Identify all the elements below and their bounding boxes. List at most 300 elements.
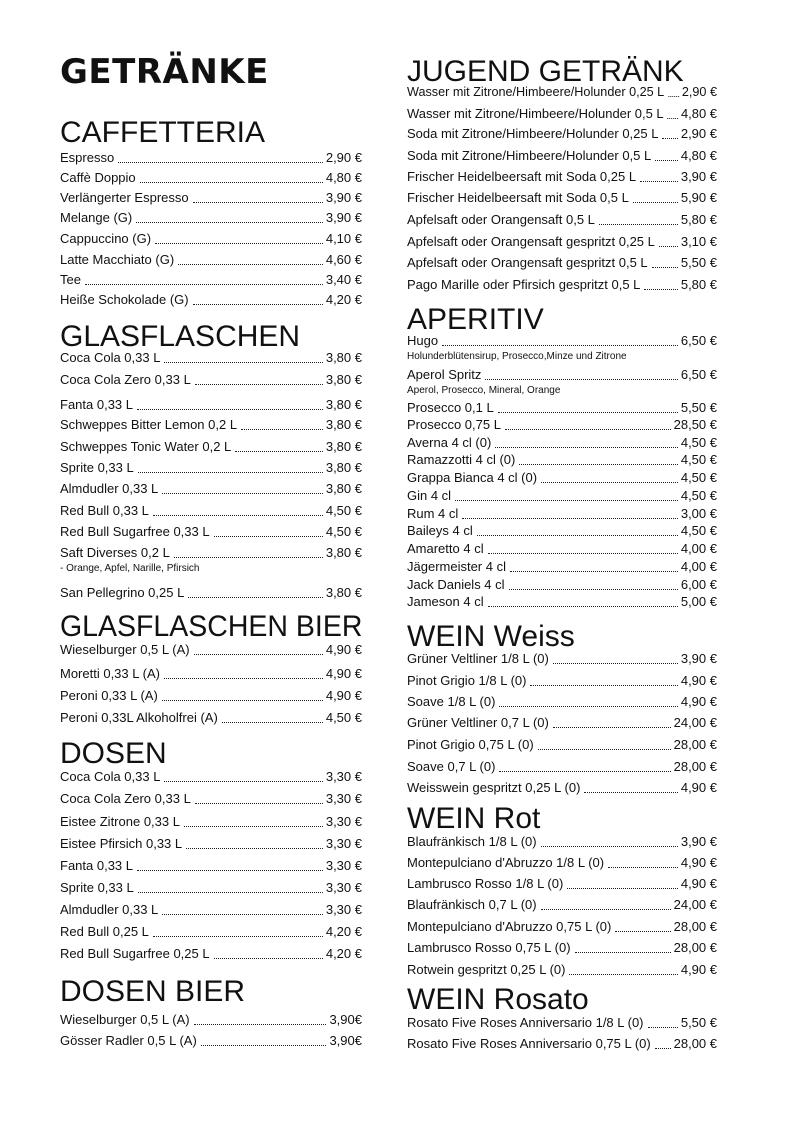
item-price: 3,30 € (325, 880, 362, 895)
menu-item (60, 878, 362, 898)
item-description: - Orange, Apfel, Narille, Pfirsich (60, 563, 200, 574)
item-name: Soda mit Zitrone/Himbeere/Holunder 0,5 L (407, 148, 652, 163)
item-name: Red Bull Sugarfree 0,33 L (60, 524, 210, 539)
item-price: 5,80 € (680, 212, 717, 227)
item-price: 4,90 € (325, 642, 362, 657)
item-price: 3,30 € (325, 902, 362, 917)
item-name: Grappa Bianca 4 cl (0) (407, 470, 538, 485)
menu-item (60, 767, 362, 787)
item-price: 3,90 € (325, 190, 362, 205)
item-name: Gösser Radler 0,5 L (A) (60, 1033, 197, 1048)
section-title-glasflaschen: GLASFLASCHEN (60, 320, 301, 353)
item-name: Montepulciano d'Abruzzo 1/8 L (0) (407, 855, 605, 870)
dot-leader (462, 517, 678, 519)
item-price: 4,20 € (325, 292, 362, 307)
page-title: GETRÄNKE (60, 52, 269, 92)
item-name: Coca Cola Zero 0,33 L (60, 791, 191, 806)
item-name: Prosecco 0,1 L (407, 400, 494, 415)
dot-leader (178, 263, 323, 265)
item-price: 2,90 € (325, 150, 362, 165)
menu-item (407, 853, 717, 873)
item-price: 3,90 € (680, 651, 717, 666)
menu-item (407, 917, 717, 937)
dot-leader (85, 283, 323, 285)
item-price: 5,50 € (680, 400, 717, 415)
item-price: 3,30 € (325, 836, 362, 851)
menu-item (407, 778, 717, 798)
item-name: Blaufränkisch 1/8 L (0) (407, 834, 537, 849)
menu-item (60, 708, 362, 728)
item-price: 3,00 € (680, 506, 717, 521)
dot-leader (118, 161, 323, 163)
menu-item (60, 522, 362, 542)
item-price: 4,80 € (325, 170, 362, 185)
item-price: 3,90 € (680, 834, 717, 849)
section-title-dosen-bier: DOSEN BIER (60, 975, 246, 1008)
dot-leader (138, 891, 323, 893)
menu-item (60, 1031, 362, 1051)
item-name: Aperol Spritz (407, 367, 482, 382)
item-price: 3,10 € (680, 234, 717, 249)
item-price: 3,30 € (325, 814, 362, 829)
item-price: 24,00 € (673, 897, 717, 912)
item-name: Verlängerter Espresso (60, 190, 189, 205)
item-name: Moretti 0,33 L (A) (60, 666, 160, 681)
item-price: 4,90 € (680, 694, 717, 709)
item-price: 28,00 € (673, 737, 717, 752)
item-name: Peroni 0,33L Alkoholfrei (A) (60, 710, 218, 725)
item-name: Wieselburger 0,5 L (A) (60, 642, 190, 657)
dot-leader (138, 471, 323, 473)
menu-item (60, 148, 362, 168)
item-price: 3,90 € (325, 210, 362, 225)
item-name: Soave 1/8 L (0) (407, 694, 496, 709)
dot-leader (136, 221, 323, 223)
item-price: 6,50 € (680, 367, 717, 382)
menu-item (407, 557, 717, 577)
item-price: 3,80 € (325, 545, 362, 560)
menu-item (60, 188, 362, 208)
menu-item (407, 450, 717, 470)
item-name: Latte Macchiato (G) (60, 252, 175, 267)
menu-item (407, 832, 717, 852)
item-name: Gin 4 cl (407, 488, 452, 503)
item-price: 5,80 € (680, 277, 717, 292)
item-price: 4,50 € (325, 503, 362, 518)
dot-leader (655, 159, 678, 161)
item-price: 4,90 € (680, 780, 717, 795)
item-name: Soave 0,7 L (0) (407, 759, 496, 774)
menu-item (407, 1034, 717, 1054)
menu-item (407, 275, 717, 295)
item-price: 4,50 € (680, 523, 717, 538)
menu-item (60, 583, 362, 603)
menu-item (60, 479, 362, 499)
dot-leader (164, 361, 322, 363)
dot-leader (640, 180, 678, 182)
dot-leader (214, 957, 323, 959)
menu-item (407, 521, 717, 541)
item-price: 28,00 € (673, 940, 717, 955)
dot-leader (499, 770, 670, 772)
item-name: Frischer Heidelbeersaft mit Soda 0,25 L (407, 169, 637, 184)
menu-item (407, 104, 717, 124)
item-name: Coca Cola 0,33 L (60, 350, 161, 365)
menu-item (60, 250, 362, 270)
item-name: Fanta 0,33 L (60, 397, 133, 412)
item-name: Soda mit Zitrone/Himbeere/Holunder 0,25 L (407, 126, 659, 141)
item-name: Pinot Grigio 1/8 L (0) (407, 673, 527, 688)
menu-item (407, 188, 717, 208)
menu-item (60, 789, 362, 809)
item-name: Apfelsaft oder Orangensaft gespritzt 0,5 L (407, 255, 648, 270)
item-name: Espresso (60, 150, 115, 165)
item-name: Frischer Heidelbeersaft mit Soda 0,5 L (407, 190, 629, 205)
dot-leader (153, 514, 323, 516)
dot-leader (575, 951, 671, 953)
dot-leader (659, 245, 678, 247)
dot-leader (498, 411, 678, 413)
section-title-caffetteria: CAFFETTERIA (60, 116, 266, 149)
item-price: 4,80 € (680, 106, 717, 121)
menu-item (60, 168, 362, 188)
item-price: 4,50 € (680, 435, 717, 450)
dot-leader (140, 181, 323, 183)
item-name: Weisswein gespritzt 0,25 L (0) (407, 780, 581, 795)
dot-leader (541, 845, 678, 847)
item-name: Grüner Veltliner 0,7 L (0) (407, 715, 549, 730)
dot-leader (184, 825, 323, 827)
menu-item (60, 437, 362, 457)
item-name: Wieselburger 0,5 L (A) (60, 1012, 190, 1027)
dot-leader (201, 1044, 327, 1046)
menu-item (60, 208, 362, 228)
item-name: Rosato Five Roses Anniversario 0,75 L (0) (407, 1036, 651, 1051)
item-name: Jack Daniels 4 cl (407, 577, 505, 592)
section-title-glasflaschen-bier: GLASFLASCHEN BIER (60, 610, 363, 643)
menu-item (407, 692, 717, 712)
menu-item (60, 1010, 362, 1030)
dot-leader (530, 684, 677, 686)
item-name: Rum 4 cl (407, 506, 459, 521)
item-name: Lambrusco Rosso 1/8 L (0) (407, 876, 564, 891)
item-name: Averna 4 cl (0) (407, 435, 492, 450)
menu-item (407, 874, 717, 894)
item-price: 3,80 € (325, 585, 362, 600)
item-price: 6,50 € (680, 333, 717, 348)
item-price: 3,90€ (329, 1012, 362, 1027)
dot-leader (584, 791, 677, 793)
section-title-wein-weiss: WEIN Weiss (407, 620, 575, 653)
item-name: Lambrusco Rosso 0,75 L (0) (407, 940, 571, 955)
menu-item (407, 649, 717, 669)
item-name: Apfelsaft oder Orangensaft 0,5 L (407, 212, 595, 227)
dot-leader (505, 428, 671, 430)
item-price: 5,50 € (680, 1015, 717, 1030)
item-price: 28,00 € (673, 1036, 717, 1051)
dot-leader (164, 780, 322, 782)
menu-item (60, 922, 362, 942)
item-name: Almdudler 0,33 L (60, 481, 159, 496)
item-name: Blaufränkisch 0,7 L (0) (407, 897, 537, 912)
item-name: Schweppes Bitter Lemon 0,2 L (60, 417, 238, 432)
menu-item (60, 270, 362, 290)
dot-leader (195, 802, 323, 804)
item-name: Ramazzotti 4 cl (0) (407, 452, 516, 467)
item-price: 3,80 € (325, 439, 362, 454)
item-price: 4,00 € (680, 541, 717, 556)
item-price: 3,80 € (325, 417, 362, 432)
item-name: Pago Marille oder Pfirsich gespritzt 0,5 L (407, 277, 641, 292)
item-price: 2,90 € (681, 84, 717, 99)
menu-item (60, 415, 362, 435)
item-price: 4,50 € (680, 470, 717, 485)
item-price: 4,90 € (680, 962, 717, 977)
item-description: Holunderblütensirup, Prosecco,Minze und Zitrone (407, 351, 627, 362)
section-title-wein-rot: WEIN Rot (407, 802, 541, 835)
menu-item (60, 370, 362, 390)
item-name: Saft Diverses 0,2 L (60, 545, 170, 560)
dot-leader (644, 288, 677, 290)
dot-leader (162, 913, 323, 915)
dot-leader (194, 653, 323, 655)
section-title-aperitiv: APERITIV (407, 303, 544, 336)
dot-leader (222, 721, 323, 723)
dot-leader (541, 481, 678, 483)
item-name: Caffè Doppio (60, 170, 136, 185)
item-price: 4,90 € (325, 666, 362, 681)
section-title-wein-rosato: WEIN Rosato (407, 983, 589, 1016)
menu-item (60, 395, 362, 415)
dot-leader (153, 935, 323, 937)
dot-leader (499, 705, 677, 707)
menu-item (407, 960, 717, 980)
menu-item (407, 253, 717, 273)
menu-item (407, 671, 717, 691)
item-price: 4,90 € (680, 876, 717, 891)
dot-leader (137, 869, 323, 871)
section-title-jugend: JUGEND GETRÄNK (407, 55, 684, 88)
item-price: 3,90 € (680, 169, 717, 184)
menu-item (407, 757, 717, 777)
menu-item (407, 124, 717, 144)
item-price: 4,90 € (680, 673, 717, 688)
menu-item (407, 735, 717, 755)
item-price: 4,20 € (325, 924, 362, 939)
dot-leader (538, 748, 671, 750)
dot-leader (188, 596, 323, 598)
item-name: Grüner Veltliner 1/8 L (0) (407, 651, 549, 666)
dot-leader (668, 117, 678, 119)
menu-item (407, 415, 717, 435)
menu-item (60, 856, 362, 876)
dot-leader (186, 847, 323, 849)
menu-item (60, 812, 362, 832)
dot-leader (541, 908, 671, 910)
item-name: Pinot Grigio 0,75 L (0) (407, 737, 534, 752)
item-price: 3,30 € (325, 769, 362, 784)
item-price: 5,90 € (680, 190, 717, 205)
menu-item (407, 539, 717, 559)
item-price: 4,80 € (680, 148, 717, 163)
item-price: 3,90€ (329, 1033, 362, 1048)
item-name: Tee (60, 272, 81, 287)
dot-leader (648, 1026, 678, 1028)
item-price: 3,80 € (325, 481, 362, 496)
menu-item (407, 468, 717, 488)
dot-leader (241, 428, 323, 430)
dot-leader (194, 1023, 327, 1025)
dot-leader (235, 450, 323, 452)
menu-item (407, 232, 717, 252)
item-name: Baileys 4 cl (407, 523, 473, 538)
item-price: 3,40 € (325, 272, 362, 287)
item-name: Cappuccino (G) (60, 231, 152, 246)
dot-leader (455, 499, 678, 501)
item-price: 3,30 € (325, 791, 362, 806)
item-price: 3,30 € (325, 858, 362, 873)
item-price: 4,90 € (325, 688, 362, 703)
item-name: Eistee Zitrone 0,33 L (60, 814, 180, 829)
menu-item (407, 1013, 717, 1033)
item-price: 4,00 € (680, 559, 717, 574)
dot-leader (162, 699, 323, 701)
dot-leader (608, 866, 678, 868)
item-name: Wasser mit Zitrone/Himbeere/Holunder 0,25 L (407, 84, 665, 99)
dot-leader (633, 201, 678, 203)
item-name: Coca Cola Zero 0,33 L (60, 372, 191, 387)
item-name: Heiße Schokolade (G) (60, 292, 189, 307)
item-price: 4,50 € (680, 488, 717, 503)
item-name: Jameson 4 cl (407, 594, 484, 609)
dot-leader (193, 201, 323, 203)
item-name: Apfelsaft oder Orangensaft gespritzt 0,25 L (407, 234, 655, 249)
item-name: Montepulciano d'Abruzzo 0,75 L (0) (407, 919, 612, 934)
item-price: 3,80 € (325, 397, 362, 412)
item-name: Amaretto 4 cl (407, 541, 484, 556)
item-price: 4,50 € (325, 524, 362, 539)
dot-leader (567, 887, 678, 889)
dot-leader (615, 930, 670, 932)
section-title-dosen: DOSEN (60, 737, 167, 770)
menu-item (60, 834, 362, 854)
dot-leader (569, 973, 677, 975)
dot-leader (655, 1047, 671, 1049)
dot-leader (599, 223, 678, 225)
item-name: Red Bull 0,33 L (60, 503, 149, 518)
menu-item (407, 331, 717, 351)
item-description: Aperol, Prosecco, Mineral, Orange (407, 385, 561, 396)
menu-item (60, 686, 362, 706)
dot-leader (155, 242, 323, 244)
menu-item (60, 900, 362, 920)
dot-leader (174, 556, 323, 558)
item-name: Fanta 0,33 L (60, 858, 133, 873)
menu-item (407, 210, 717, 230)
item-price: 5,50 € (680, 255, 717, 270)
item-name: Rosato Five Roses Anniversario 1/8 L (0) (407, 1015, 644, 1030)
item-price: 3,80 € (325, 372, 362, 387)
menu-item (407, 592, 717, 612)
menu-item (407, 365, 717, 385)
item-name: Prosecco 0,75 L (407, 417, 501, 432)
dot-leader (137, 408, 323, 410)
menu-item (407, 895, 717, 915)
item-price: 28,00 € (673, 759, 717, 774)
item-price: 4,50 € (680, 452, 717, 467)
dot-leader (442, 344, 678, 346)
dot-leader (509, 588, 678, 590)
menu-item (407, 938, 717, 958)
menu-item (60, 290, 362, 310)
menu-item (407, 146, 717, 166)
item-name: Melange (G) (60, 210, 133, 225)
item-price: 4,10 € (325, 231, 362, 246)
menu-item (407, 713, 717, 733)
menu-item (407, 486, 717, 506)
dot-leader (662, 137, 677, 139)
menu-item (60, 501, 362, 521)
item-price: 4,20 € (325, 946, 362, 961)
item-name: Wasser mit Zitrone/Himbeere/Holunder 0,5 L (407, 106, 664, 121)
item-name: Peroni 0,33 L (A) (60, 688, 158, 703)
menu-item (60, 944, 362, 964)
item-name: Eistee Pfirsich 0,33 L (60, 836, 183, 851)
dot-leader (519, 463, 677, 465)
item-price: 24,00 € (673, 715, 717, 730)
item-price: 3,80 € (325, 460, 362, 475)
dot-leader (195, 383, 323, 385)
item-name: Almdudler 0,33 L (60, 902, 159, 917)
item-name: Sprite 0,33 L (60, 460, 134, 475)
item-name: Jägermeister 4 cl (407, 559, 506, 574)
item-name: Rotwein gespritzt 0,25 L (0) (407, 962, 566, 977)
item-price: 2,90 € (680, 126, 717, 141)
dot-leader (488, 605, 678, 607)
menu-item (60, 640, 362, 660)
dot-leader (652, 266, 678, 268)
dot-leader (193, 303, 323, 305)
item-price: 28,00 € (673, 919, 717, 934)
item-name: Red Bull Sugarfree 0,25 L (60, 946, 210, 961)
menu-item (60, 458, 362, 478)
menu-item (60, 664, 362, 684)
item-name: Red Bull 0,25 L (60, 924, 149, 939)
item-name: Schweppes Tonic Water 0,2 L (60, 439, 232, 454)
item-name: Hugo (407, 333, 439, 348)
dot-leader (495, 446, 678, 448)
item-price: 3,80 € (325, 350, 362, 365)
dot-leader (164, 677, 323, 679)
menu-item (407, 167, 717, 187)
item-price: 4,50 € (325, 710, 362, 725)
dot-leader (477, 534, 678, 536)
dot-leader (553, 662, 678, 664)
dot-leader (488, 552, 678, 554)
dot-leader (668, 95, 679, 97)
dot-leader (510, 570, 678, 572)
item-name: Coca Cola 0,33 L (60, 769, 161, 784)
item-name: Sprite 0,33 L (60, 880, 134, 895)
menu-item (60, 229, 362, 249)
menu-item (407, 82, 717, 102)
item-price: 5,00 € (680, 594, 717, 609)
item-price: 28,50 € (673, 417, 717, 432)
dot-leader (214, 535, 323, 537)
menu-item (60, 543, 362, 563)
dot-leader (553, 726, 671, 728)
item-price: 4,60 € (325, 252, 362, 267)
